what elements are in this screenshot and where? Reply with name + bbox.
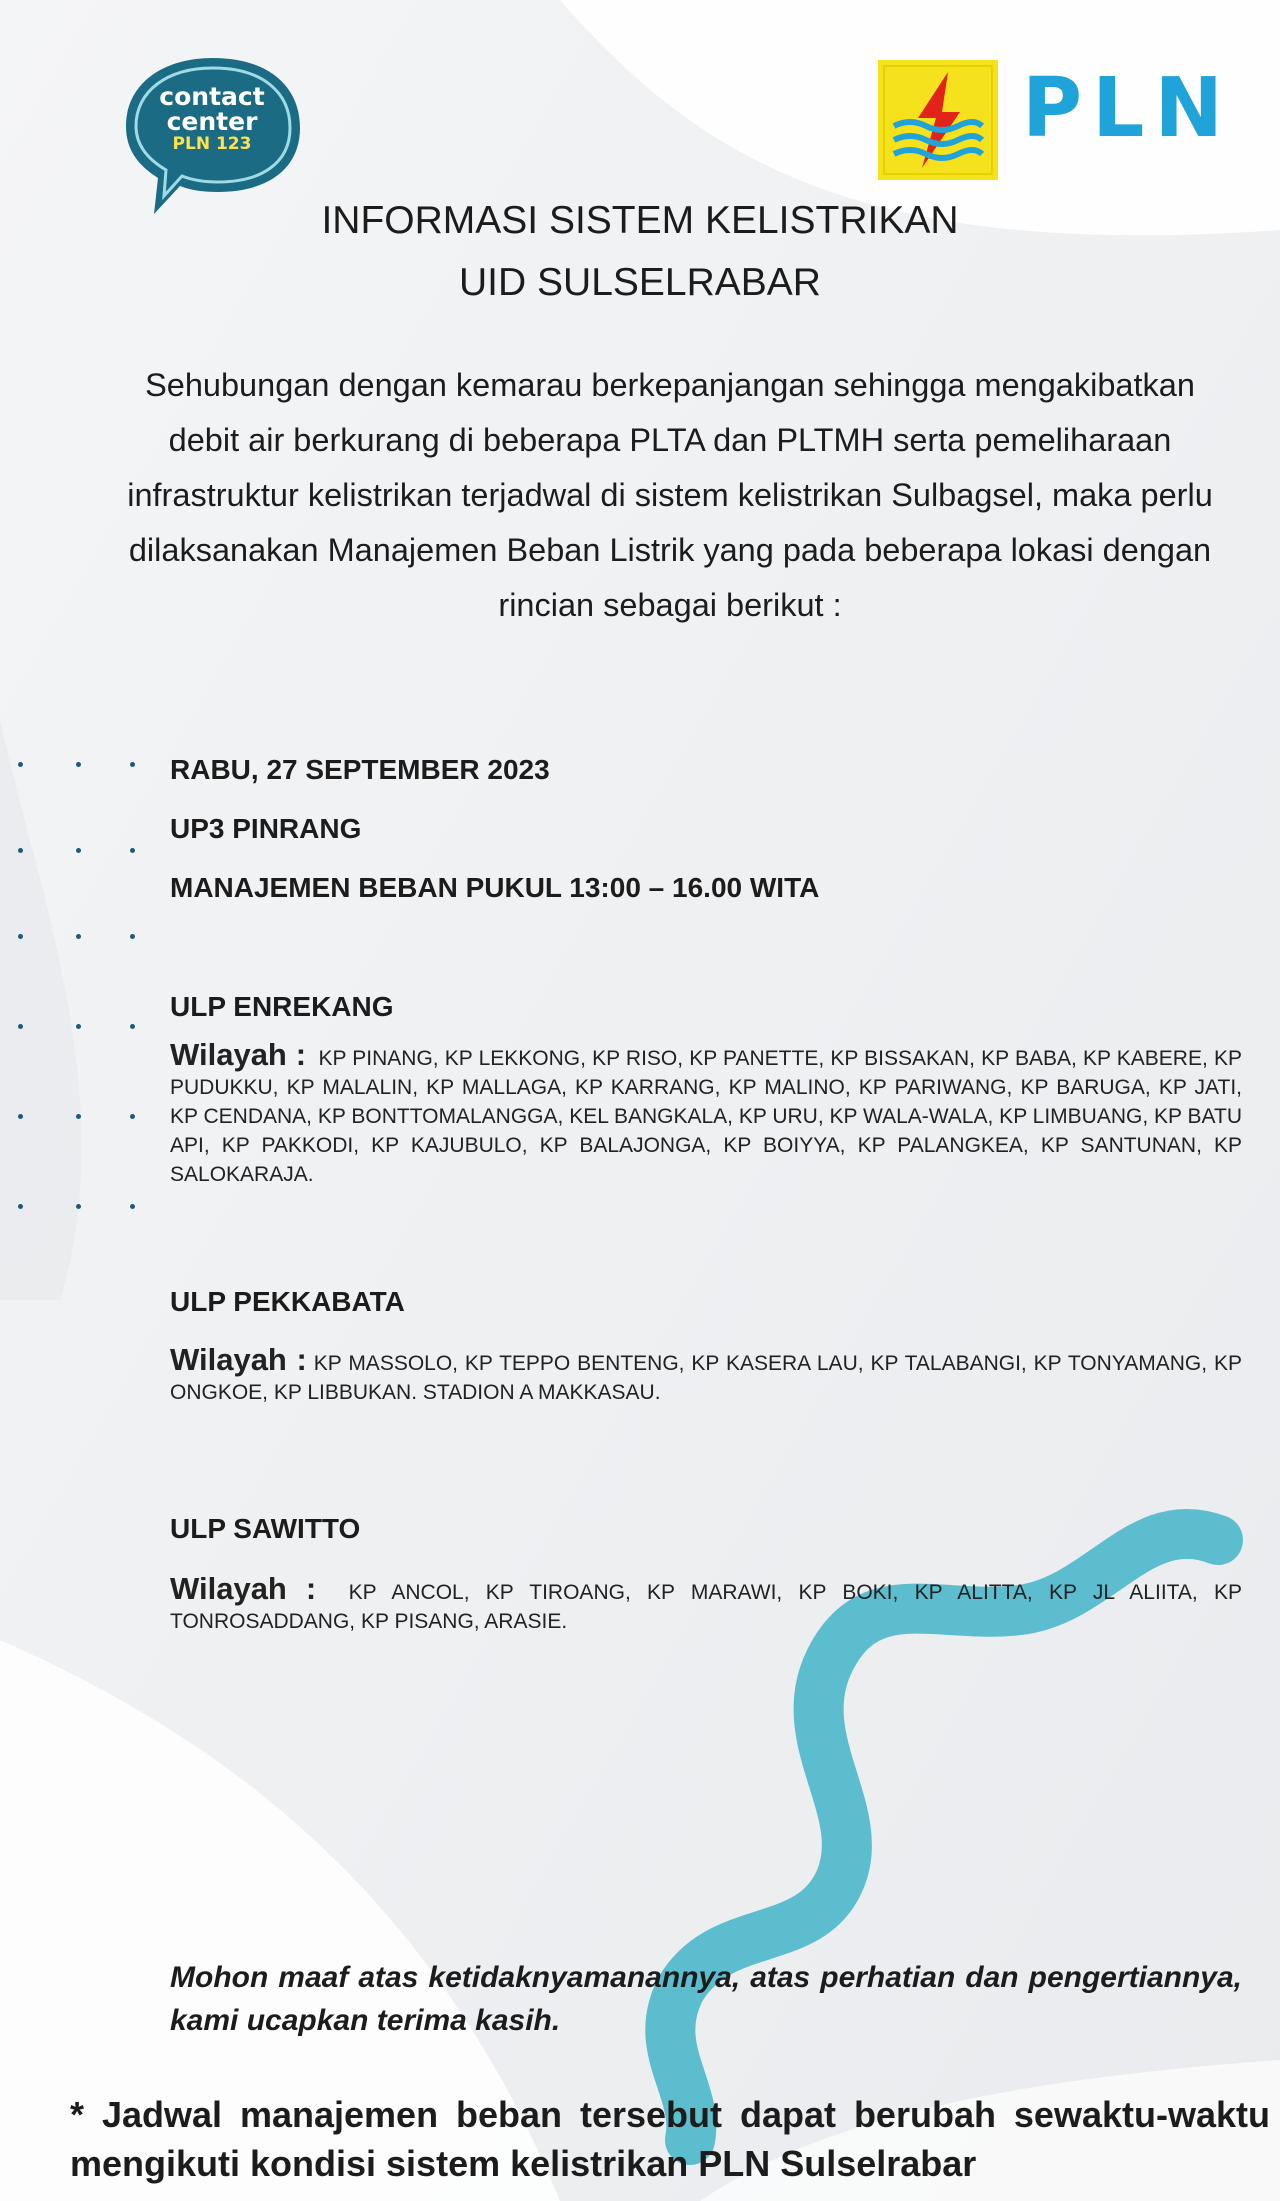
title-line-1: INFORMASI SISTEM KELISTRIKAN [321,199,959,242]
contact-center-line-1: contact [159,82,265,111]
title-line-2: UID SULSELRABAR [459,261,821,304]
wilayah-label: Wilayah : [170,1037,307,1072]
ulp-areas: KP ANCOL, KP TIROANG, KP MARAWI, KP BOKI, KP ALITTA, KP JL ALIITA, KP TONROSADDANG, KP PISANG, ARASIE. [170,1581,1243,1633]
contact-center-line-3: PLN 123 [172,134,252,154]
schedule-date: RABU, 27 SEPTEMBER 2023 [170,754,550,785]
ulp-area-list [170,1571,1243,1636]
schedule-time: MANAJEMEN BEBAN PUKUL 13:00 – 16.00 WITA [170,872,820,903]
ulp-areas: KP PINANG, KP LEKKONG, KP RISO, KP PANETTE, KP BISSAKAN, KP BABA, KP KABERE, KP PUDUKKU, KP MALALIN, KP MALLAGA, KP KARRANG, KP MALINO, KP PARIWANG, KP BARUGA, KP JATI, KP CENDANA, KP BONTTOMALANGGA, KEL BANGKALA, KP URU, KP WALA-WALA, KP LIMBUANG, KP BATU API, KP PAKKODI, KP KAJUBULO, KP BALAJONGA, KP BOIYYA, KP PALANGKEA, KP SANTUNAN, KP SALOKARAJA. [170,1047,1242,1186]
ulp-name: ULP SAWITTO [170,1513,361,1544]
pln-wordmark: PLN [1022,61,1233,156]
pln-lightning-icon [878,60,998,180]
contact-center-line-2: center [166,107,258,136]
ulp-name: ULP ENREKANG [170,991,394,1022]
pln-logo [878,60,1233,182]
ulp-area-list [170,1037,1242,1189]
ulp-areas: KP MASSOLO, KP TEPPO BENTENG, KP KASERA LAU, KP TALABANGI, KP TONYAMANG, KP ONGKOE, KP LIBBUKAN. STADION A MAKKASAU. [170,1352,1242,1404]
ulp-area-list [170,1342,1242,1407]
wilayah-label: Wilayah : [170,1342,307,1377]
intro-paragraph: Sehubungan dengan kemarau berkepanjangan sehingga mengakibatkan debit air berkurang di beberapa PLTA dan PLTMH serta pemeliharaan infrastruktur kelistrikan terjadwal di sistem kelistrikan Sulbagsel, maka perlu dilaksanakan Manajemen Beban Listrik yang pada beberapa lokasi dengan rincian sebagai berikut : [127,367,1213,623]
contact-center-wordmark [132,84,292,153]
page-title [0,190,1280,314]
ulp-name: ULP PEKKABATA [170,1286,405,1317]
schedule-note: * Jadwal manajemen beban tersebut dapat berubah sewaktu-waktu mengikuti kondisi sistem kelistrikan PLN Sulselrabar [70,2094,1270,2184]
schedule-unit: UP3 PINRANG [170,813,362,844]
decorative-dots [18,762,138,1222]
wilayah-label: Wilayah : [170,1571,317,1606]
closing-message: Mohon maaf atas ketidaknyamanannya, atas perhatian dan pengertiannya, kami ucapkan terima kasih. [170,1961,1242,2037]
